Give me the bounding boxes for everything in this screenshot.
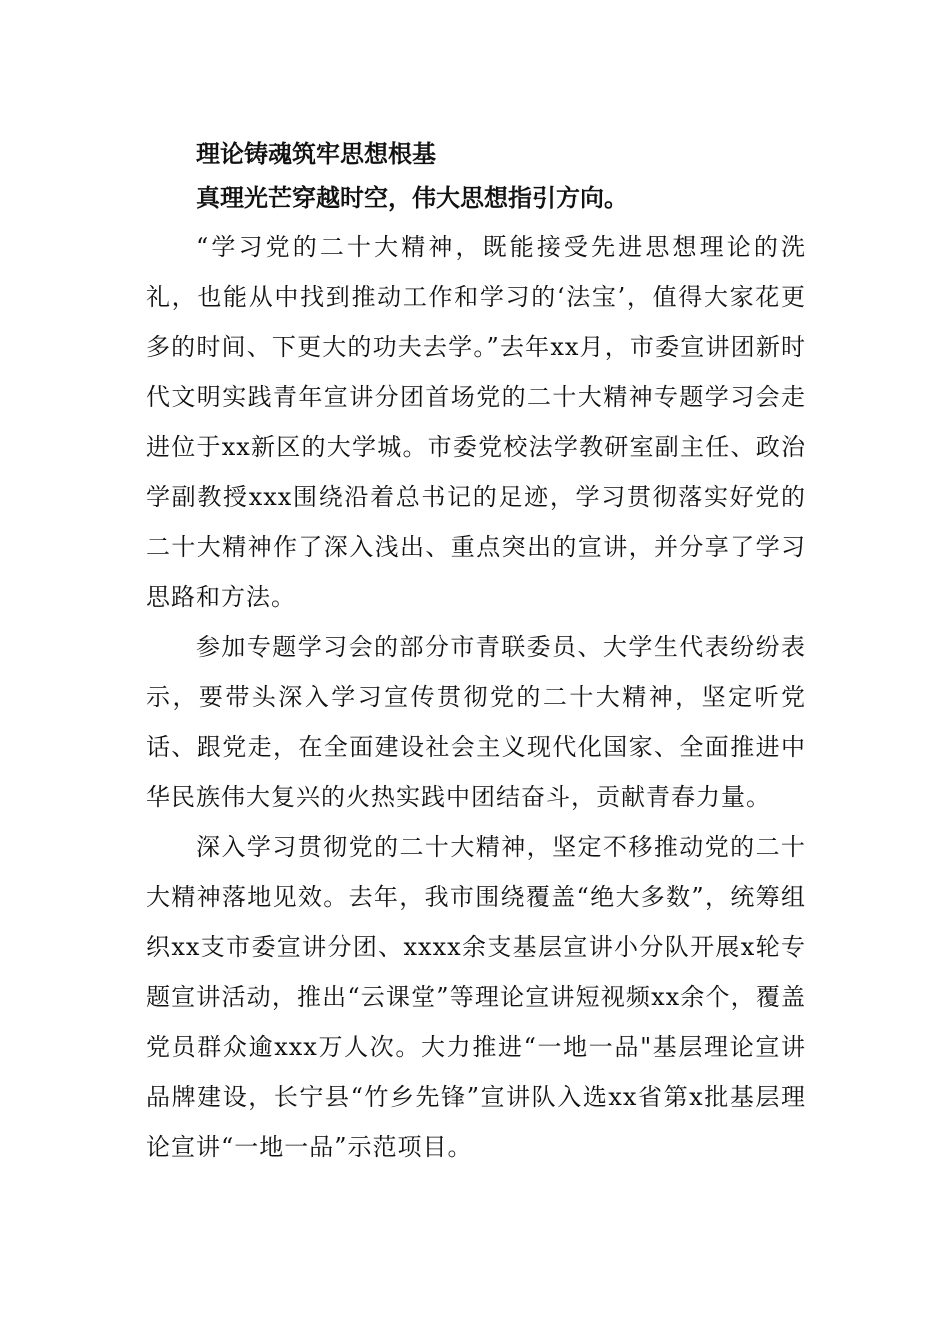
body-paragraph-3: 深入学习贯彻党的二十大精神，坚定不移推动党的二十大精神落地见效。去年，我市围绕覆盖“绝大多数”，统筹组织xx支市委宣讲分团、xxxx余支基层宣讲小分队开展x轮专题宣讲活动，推出“云课堂”等理论宣讲短视频xx余个，覆盖党员群众逾xxx万人次。大力推进“一地一品"基层理论宣讲品牌建设，长宁县“竹乡先锋”宣讲队入选xx省第x批基层理论宣讲“一地一品”示范项目。 (146, 833, 806, 1161)
section-heading: 理论铸魂筑牢思想根基 (196, 140, 436, 168)
document-body (146, 130, 806, 1172)
section-subheading: 真理光芒穿越时空，伟大思想指引方向。 (196, 184, 628, 212)
body-paragraph-1: “学习党的二十大精神，既能接受先进思想理论的洗礼，也能从中找到推动工作和学习的‘法宝’，值得大家花更多的时间、下更大的功夫去学。”去年xx月，市委宣讲团新时代文明实践青年宣讲分团首场党的二十大精神专题学习会走进位于xx新区的大学城。市委党校法学教研室副主任、政治学副教授xxx围绕沿着总书记的足迹，学习贯彻落实好党的二十大精神作了深入浅出、重点突出的宣讲，并分享了学习思路和方法。 (146, 233, 806, 611)
body-paragraph-2: 参加专题学习会的部分市青联委员、大学生代表纷纷表示，要带头深入学习宣传贯彻党的二十大精神，坚定听党话、跟党走，在全面建设社会主义现代化国家、全面推进中华民族伟大复兴的火热实践中团结奋斗，贡献青春力量。 (146, 633, 806, 811)
